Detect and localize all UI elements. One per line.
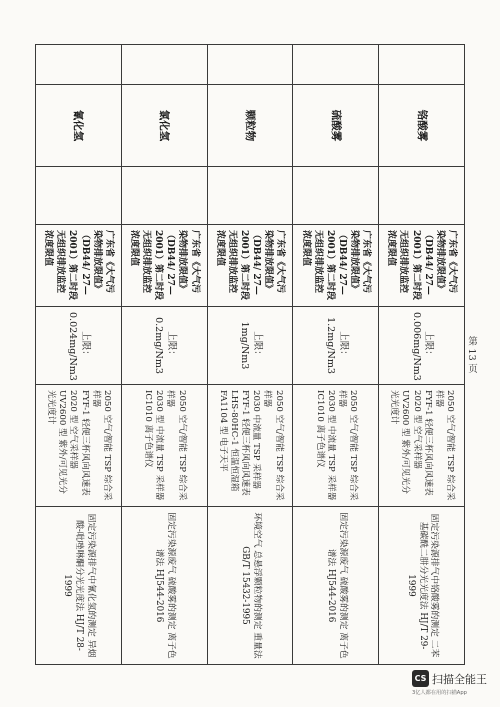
pollutant-cell: 铬酸雾: [379, 85, 465, 167]
watermark-tagline: 3亿人都在用的扫描App: [412, 690, 467, 696]
instruments-cell: [379, 385, 465, 507]
instrument-line: UV2600 型 紫外/可见光分光光度计: [389, 390, 411, 494]
empty-cell: [379, 45, 465, 85]
table-row: [121, 45, 207, 665]
instrument-line: UV2600 型 紫外/可见光分光光度计: [46, 390, 68, 494]
instrument-line: LHS-80HC-1 恒温恒湿箱: [228, 390, 239, 492]
instrument-line: 2050 空气/智能 TSP 综合采样器: [336, 390, 359, 501]
instruments-cell: [121, 385, 207, 507]
empty-cell: [293, 167, 379, 225]
empty-cell: [36, 167, 122, 225]
table-row: [36, 45, 122, 665]
limit-cell: 上限： 1mg/Nm3: [207, 307, 293, 385]
pollutant-cell: 颗粒物: [207, 85, 293, 167]
pollutant-cell: 氰化氢: [36, 85, 122, 167]
instrument-line: FA1104 型 电子天平: [217, 390, 228, 472]
instrument-line: 2050 空气/智能 TSP 综合采样器: [165, 390, 187, 501]
empty-cell: [121, 45, 207, 85]
method-cell: 固定污染源排气中氰化氢的测定 异烟酸-吡唑啉酮分光光度法 HJ/T 28-1999: [36, 507, 122, 665]
page-number: 第 13 页: [466, 336, 477, 374]
limit-cell: 上限： 0.024mg/Nm3: [36, 307, 122, 385]
camscanner-logo-icon: CS: [412, 670, 429, 687]
standard-cell: 广东省《大气污染物排放限值》（DB44/ 27— 2001）第二时段无组织排放监控浓度限值: [121, 225, 207, 307]
limit-cell: 上限： 1.2mg/Nm3: [293, 307, 379, 385]
empty-cell: [36, 45, 122, 85]
empty-cell: [121, 167, 207, 225]
standard-cell: 广东省《大气污染物排放限值》（DB44/ 27— 2001）第二时段无组织排放监控浓度限值: [293, 225, 379, 307]
limit-cell: 上限： 0.006mg/Nm3: [379, 307, 465, 385]
instrument-line: 2020 型 空气采样器: [411, 390, 422, 469]
instrument-line: 2050 空气/智能 TSP 综合采样器: [90, 390, 112, 501]
instrument-line: 2030 型 中流量 TSP 采样器: [154, 390, 165, 501]
instrument-line: 2030 型 中流量 TSP 采样器: [325, 390, 336, 501]
instrument-line: 2050 空气/智能 TSP 综合采样器: [262, 390, 284, 501]
instruments-cell: [207, 385, 293, 507]
method-cell: 环境空气 总悬浮颗粒物的测定 重量法 GB/T 15432-1995: [207, 507, 293, 665]
monitoring-standards-table: [35, 44, 465, 665]
standard-cell: 广东省《大气污染物排放限值》（DB44/ 27— 2001）第二时段无组织排放监控浓度限值: [207, 225, 293, 307]
rotated-table-area: [35, 44, 465, 664]
table-row: [207, 45, 293, 665]
method-cell: 固定污染源废气 硫酸雾的测定 离子色谱法 HJ544-2016: [121, 507, 207, 665]
instrument-line: FYF-1 轻便三杯风向风速表: [422, 390, 433, 496]
instrument-line: 2050 空气/智能 TSP 综合采样器: [433, 390, 456, 501]
instrument-line: IC1010 离子色谱仪: [143, 390, 154, 468]
table-row: [379, 45, 465, 665]
table-row: [293, 45, 379, 665]
instrument-line: IC1010 离子色谱仪: [314, 390, 325, 468]
instrument-line: 2020 型 空气采样器: [68, 390, 79, 469]
standard-cell: 广东省《大气污染物排放限值》（DB44/ 27— 2001）第二时段无组织排放监控浓度限值: [36, 225, 122, 307]
watermark-name: 扫描全能王: [432, 673, 487, 686]
method-cell: 固定污染源废气 硫酸雾的测定 离子色谱法 HJ544-2016: [293, 507, 379, 665]
pollutant-cell: 硫酸雾: [293, 85, 379, 167]
instrument-line: FYF-1 轻便三杯风向风速表: [79, 390, 90, 496]
empty-cell: [379, 167, 465, 225]
limit-cell: 上限： 0.2mg/Nm3: [121, 307, 207, 385]
instruments-cell: [36, 385, 122, 507]
scanner-watermark: [412, 668, 496, 702]
standard-cell: 广东省《大气污染物排放限值》（DB44/ 27— 2001）第二时段无组织排放监控浓度限值: [379, 225, 465, 307]
empty-cell: [293, 45, 379, 85]
method-cell: 固定污染源排气中铬酸雾的测定 二苯基碳酰二肼分光光度法 HJ/T 29-1999: [379, 507, 465, 665]
pollutant-cell: 氯化氢: [121, 85, 207, 167]
table-body: [36, 45, 465, 665]
instrument-line: 2030 中流量 TSP 采样器 FYF-1 轻便三杯风向风速表: [240, 390, 262, 496]
empty-cell: [207, 167, 293, 225]
instruments-cell: [293, 385, 379, 507]
empty-cell: [207, 45, 293, 85]
